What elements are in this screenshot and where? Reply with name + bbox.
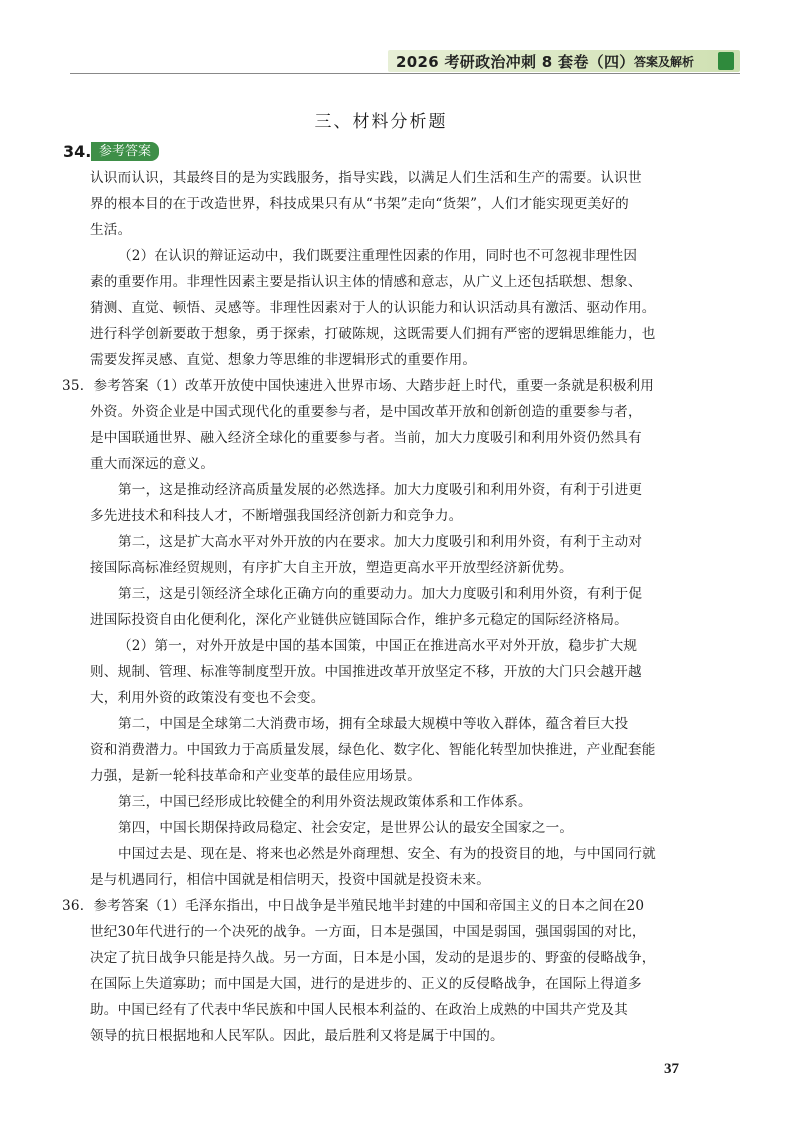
text-line: 接国际高标准经贸规则，有序扩大自主开放，塑造更高水平开放型经济新优势。: [90, 560, 573, 576]
text-line: 领导的抗日根据地和人民军队。因此，最后胜利又将是属于中国的。: [90, 1028, 504, 1044]
text-line: 在国际上失道寡助；而中国是大国，进行的是进步的、正义的反侵略战争，在国际上得道多: [90, 976, 642, 992]
text-line: 第一，这是推动经济高质量发展的必然选择。加大力度吸引和利用外资，有利于引进更: [118, 482, 643, 498]
text-line: 大，利用外资的政策没有变也不会变。: [90, 690, 325, 706]
text-line: 生活。: [90, 222, 132, 238]
header-subtitle: 答案及解析: [634, 55, 695, 69]
text-line: 助。中国已经有了代表中华民族和中国人民根本利益的、在政治上成熟的中国共产党及其: [90, 1002, 628, 1018]
question-34-number: 34.: [63, 142, 92, 161]
answer-badge: 参考答案: [91, 142, 159, 161]
text-line: 第三，中国已经形成比较健全的利用外资法规政策体系和工作体系。: [118, 794, 532, 810]
text-line: 力强，是新一轮科技革命和产业变革的最佳应用场景。: [90, 768, 422, 784]
text-line: （2）第一，对外开放是中国的基本国策，中国正在推进高水平对外开放，稳步扩大规: [118, 638, 638, 654]
header-square-icon: [718, 52, 734, 70]
text-line: 需要发挥灵感、直觉、想象力等思维的非逻辑形式的重要作用。: [90, 352, 477, 368]
text-line: （2）在认识的辩证运动中，我们既要注重理性因素的作用，同时也不可忽视非理性因: [118, 248, 638, 264]
text-line: 则、规制、管理、标准等制度型开放。中国推进改革开放坚定不移，开放的大门只会越开越: [90, 664, 642, 680]
text-line: 进行科学创新要敢于想象，勇于探索，打破陈规，这既需要人们拥有严密的逻辑思维能力，也: [90, 326, 656, 342]
section-title: 三、材料分析题: [314, 112, 448, 132]
text-line: 是与机遇同行，相信中国就是相信明天，投资中国就是投资未来。: [90, 872, 491, 888]
text-line: 界的根本目的在于改造世界，科技成果只有从“书架”走向“货架”，人们才能实现更美好的: [90, 196, 629, 212]
question-36-start: 36．参考答案（1）毛泽东指出，中日战争是半殖民地半封建的中国和帝国主义的日本之间在20: [62, 898, 645, 914]
text-line: 是中国联通世界、融入经济全球化的重要参与者。当前，加大力度吸引和利用外资仍然具有: [90, 430, 642, 446]
text-line: 世纪30年代进行的一个决死的战争。一方面，日本是强国，中国是弱国，强国弱国的对比，: [90, 924, 646, 940]
text-line: 第三，这是引领经济全球化正确方向的重要动力。加大力度吸引和利用外资，有利于促: [118, 586, 643, 602]
text-line: 资和消费潜力。中国致力于高质量发展，绿色化、数字化、智能化转型加快推进，产业配套能: [90, 742, 656, 758]
text-line: 外资。外资企业是中国式现代化的重要参与者，是中国改革开放和创新创造的重要参与者，: [90, 404, 642, 420]
question-35-start: 35．参考答案（1）改革开放使中国快速进入世界市场、大踏步赶上时代，重要一条就是积极利用: [62, 378, 655, 394]
text-line: 第二，这是扩大高水平对外开放的内在要求。加大力度吸引和利用外资，有利于主动对: [118, 534, 643, 550]
text-line: 中国过去是、现在是、将来也必然是外商理想、安全、有为的投资目的地，与中国同行就: [118, 846, 656, 862]
text-line: 素的重要作用。非理性因素主要是指认识主体的情感和意志，从广义上还包括联想、想象、: [90, 274, 642, 290]
page-number: 37: [664, 1061, 679, 1077]
text-line: 猜测、直觉、顿悟、灵感等。非理性因素对于人的认识能力和认识活动具有激活、驱动作用。: [90, 300, 656, 316]
text-line: 决定了抗日战争只能是持久战。另一方面，日本是小国，发动的是退步的、野蛮的侵略战争，: [90, 950, 656, 966]
text-line: 第四，中国长期保持政局稳定、社会安定，是世界公认的最安全国家之一。: [118, 820, 574, 836]
text-line: 进国际投资自由化便利化，深化产业链供应链国际合作，维护多元稳定的国际经济格局。: [90, 612, 628, 628]
header-title: 2026 考研政治冲刺 8 套卷（四）: [396, 53, 635, 71]
header-divider: [70, 73, 740, 74]
text-line: 认识而认识，其最终目的是为实践服务，指导实践，以满足人们生活和生产的需要。认识世: [90, 170, 642, 186]
text-line: 多先进技术和科技人才，不断增强我国经济创新力和竞争力。: [90, 508, 463, 524]
text-line: 重大而深远的意义。: [90, 456, 215, 472]
running-header: [388, 50, 740, 72]
text-line: 第二，中国是全球第二大消费市场，拥有全球最大规模中等收入群体，蕴含着巨大投: [118, 716, 629, 732]
